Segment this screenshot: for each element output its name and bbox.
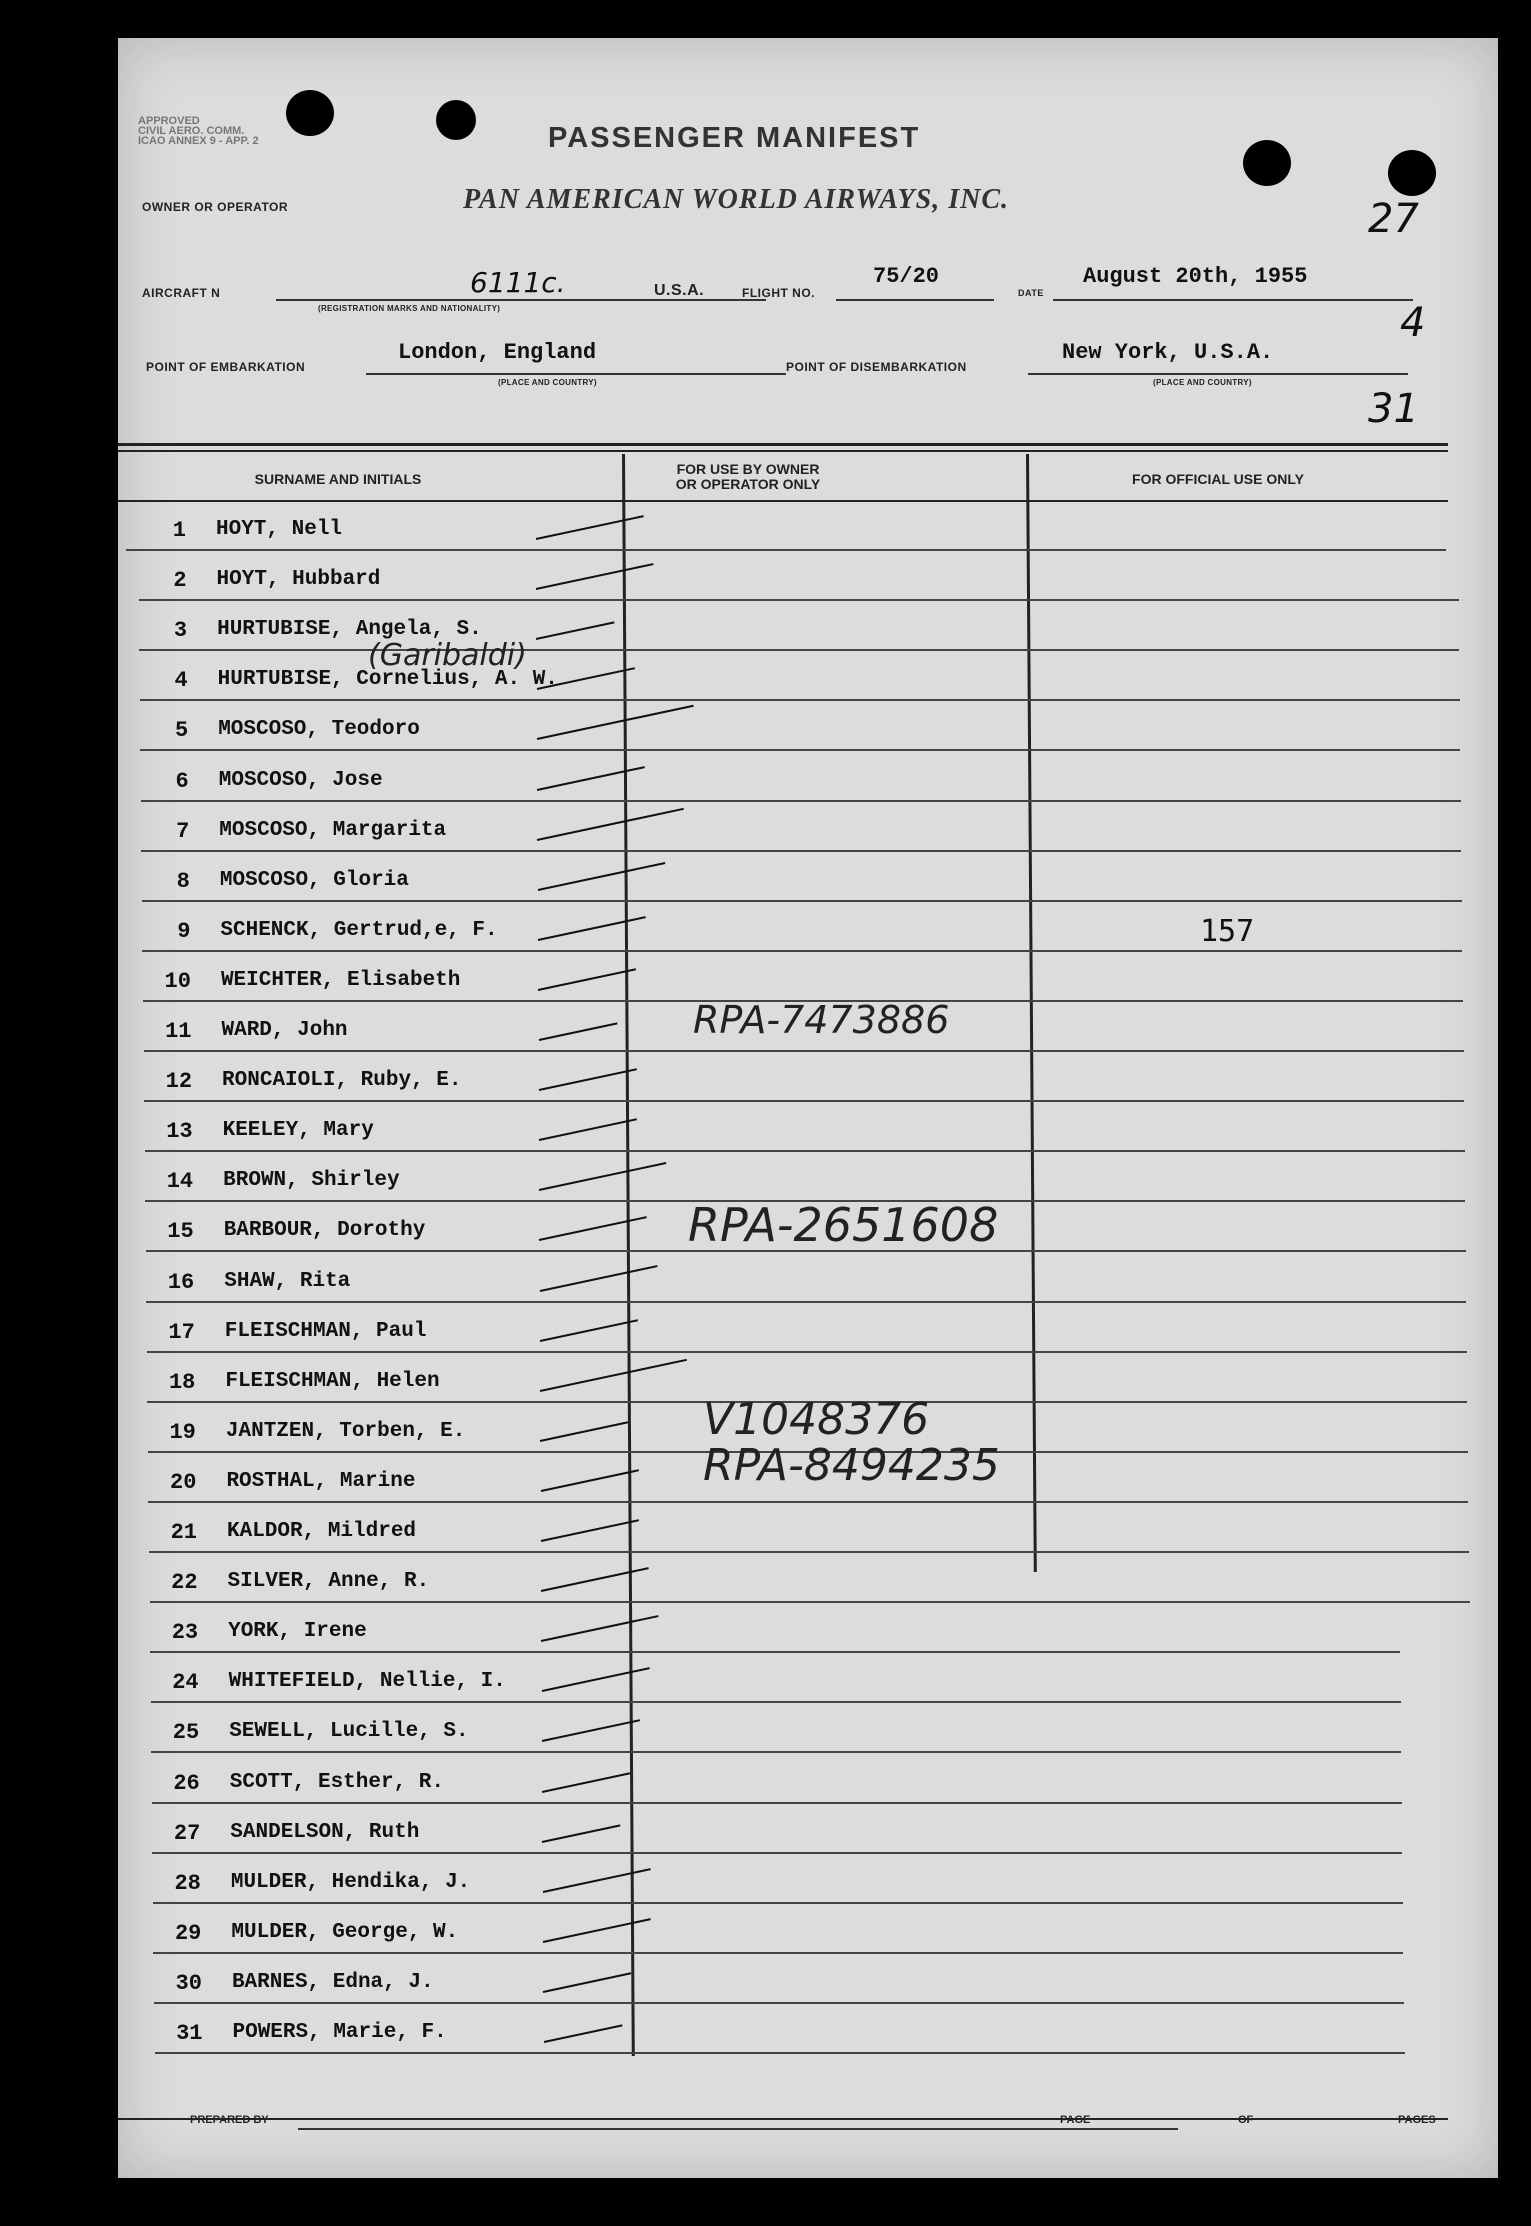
row-rule xyxy=(151,1751,1401,1753)
passenger-name: SCOTT, Esther, R. xyxy=(229,1770,444,1794)
passenger-number: 26 xyxy=(173,1770,200,1796)
row-rule xyxy=(142,950,1462,952)
check-mark xyxy=(538,862,666,891)
col-owner-header: FOR USE BY OWNER OR OPERATOR ONLY xyxy=(675,461,821,492)
embarkation-label: POINT OF EMBARKATION xyxy=(146,360,306,374)
row-rule xyxy=(154,2002,1404,2004)
passenger-name: MULDER, George, W. xyxy=(231,1920,459,1944)
list-item xyxy=(139,1660,1479,1710)
passenger-name: HOYT, Nell xyxy=(216,518,343,541)
row-rule xyxy=(153,1952,1403,1954)
check-mark xyxy=(536,515,644,540)
passenger-number: 16 xyxy=(167,1269,195,1295)
passenger-number: 13 xyxy=(166,1119,193,1145)
check-mark xyxy=(543,1972,631,1993)
aircraft-value: 6111c. xyxy=(470,266,566,299)
passenger-name: HURTUBISE, Cornelius, A. W. xyxy=(217,668,558,692)
punch-hole xyxy=(1388,150,1436,196)
handwritten-note: RPA-7473886 xyxy=(693,998,950,1042)
list-item xyxy=(128,708,1468,758)
place-note: (PLACE AND COUNTRY) xyxy=(1153,378,1252,387)
passenger-number: 27 xyxy=(173,1820,201,1846)
passenger-number: 5 xyxy=(174,718,189,744)
header-underline xyxy=(118,500,1448,502)
flight-label: FLIGHT NO. xyxy=(742,286,815,300)
check-mark xyxy=(542,1667,650,1692)
passenger-number: 17 xyxy=(168,1319,195,1345)
row-rule xyxy=(152,1852,1402,1854)
embarkation-underline xyxy=(366,373,786,375)
check-mark xyxy=(538,916,646,941)
check-mark xyxy=(536,563,654,590)
passenger-name: SEWELL, Lucille, S. xyxy=(229,1720,469,1744)
passenger-number: 29 xyxy=(174,1920,202,1946)
passenger-name: SILVER, Anne, R. xyxy=(227,1570,430,1594)
passenger-name: BARBOUR, Dorothy xyxy=(223,1219,426,1243)
passenger-number: 10 xyxy=(164,968,191,994)
row-rule xyxy=(126,549,1446,551)
list-item xyxy=(143,2011,1483,2061)
check-mark xyxy=(538,968,636,991)
date-label: DATE xyxy=(1018,288,1044,298)
disembarkation-label: POINT OF DISEMBARKATION xyxy=(786,360,967,374)
owner-label: OWNER OR OPERATOR xyxy=(142,200,289,214)
passenger-name: WHITEFIELD, Nellie, I. xyxy=(228,1670,506,1694)
passenger-number: 18 xyxy=(168,1369,196,1395)
passenger-number: 24 xyxy=(172,1670,199,1696)
list-item xyxy=(130,909,1470,959)
passenger-number: 22 xyxy=(171,1570,198,1596)
page-title: PASSENGER MANIFEST xyxy=(548,122,921,154)
handwritten-note: V1048376 xyxy=(703,1394,930,1445)
embarkation-value: London, England xyxy=(398,340,597,365)
official-number: 157 xyxy=(1200,914,1255,949)
passenger-name: KEELEY, Mary xyxy=(222,1119,374,1143)
passenger-name: BARNES, Edna, J. xyxy=(231,1970,434,1994)
punch-hole xyxy=(436,100,476,140)
passenger-name: MULDER, Hendika, J. xyxy=(230,1870,471,1894)
handwritten-note: RPA-2651608 xyxy=(688,1198,999,1252)
passenger-name: MOSCOSO, Gloria xyxy=(219,868,409,892)
list-item xyxy=(127,608,1467,658)
check-mark xyxy=(540,1359,687,1392)
row-rule xyxy=(141,800,1461,802)
registration-note: (REGISTRATION MARKS AND NATIONALITY) xyxy=(318,304,501,313)
check-mark xyxy=(540,1265,658,1292)
passenger-number: 31 xyxy=(176,2021,203,2046)
check-mark xyxy=(543,1918,651,1943)
check-mark xyxy=(541,1567,649,1592)
check-mark xyxy=(539,1118,637,1141)
passenger-number: 11 xyxy=(165,1019,192,1044)
passenger-number: 30 xyxy=(175,1970,202,1996)
passenger-name: SCHENCK, Gertrud,e, F. xyxy=(220,918,498,942)
flight-value: 75/20 xyxy=(873,264,940,289)
row-rule xyxy=(139,599,1459,601)
row-rule xyxy=(147,1351,1467,1353)
row-rule xyxy=(145,1150,1465,1152)
passenger-number: 12 xyxy=(165,1069,193,1095)
list-item xyxy=(140,1761,1480,1811)
row-rule xyxy=(150,1601,1470,1603)
punch-hole xyxy=(1243,140,1291,186)
list-item xyxy=(126,508,1466,558)
row-rule xyxy=(152,1802,1402,1804)
row-rule xyxy=(149,1551,1469,1553)
punch-hole xyxy=(286,90,334,136)
row-rule xyxy=(153,1902,1403,1904)
usa-label: U.S.A. xyxy=(654,282,705,299)
check-mark xyxy=(542,1772,630,1793)
list-item xyxy=(132,1059,1472,1109)
place-note: (PLACE AND COUNTRY) xyxy=(498,378,597,387)
check-mark xyxy=(542,1720,640,1743)
passenger-number: 14 xyxy=(166,1169,194,1195)
row-rule xyxy=(140,749,1460,751)
passenger-name: WARD, John xyxy=(221,1019,348,1042)
passenger-number: 20 xyxy=(170,1469,197,1495)
col-surname-header: SURNAME AND INITIALS xyxy=(254,471,422,487)
passenger-name: MOSCOSO, Jose xyxy=(218,768,383,792)
flight-underline xyxy=(836,299,994,301)
list-item xyxy=(139,1710,1479,1760)
list-item xyxy=(141,1911,1481,1961)
check-mark xyxy=(541,1469,639,1492)
passenger-name: RONCAIOLI, Ruby, E. xyxy=(222,1069,462,1093)
col-official-header: FOR OFFICIAL USE ONLY xyxy=(1132,471,1304,487)
row-rule xyxy=(144,1100,1464,1102)
passenger-number: 3 xyxy=(173,618,188,644)
disembarkation-underline xyxy=(1028,373,1408,375)
list-item xyxy=(135,1310,1475,1360)
margin-note: 4 xyxy=(1400,300,1426,346)
passenger-name: SANDELSON, Ruth xyxy=(230,1820,420,1844)
list-item xyxy=(141,1861,1481,1911)
row-rule xyxy=(142,900,1462,902)
passenger-number: 21 xyxy=(170,1520,197,1545)
list-item xyxy=(134,1260,1474,1310)
passenger-name: MOSCOSO, Teodoro xyxy=(218,718,420,742)
prepared-by-label: PREPARED BY xyxy=(190,2114,269,2126)
company-name: PAN AMERICAN WORLD AIRWAYS, INC. xyxy=(463,184,1010,215)
row-rule xyxy=(150,1651,1400,1653)
check-mark xyxy=(543,1868,651,1893)
check-mark xyxy=(539,1068,637,1091)
check-mark xyxy=(538,1022,617,1041)
of-label: OF xyxy=(1238,2114,1254,2126)
passenger-name: BROWN, Shirley xyxy=(223,1169,400,1193)
list-item xyxy=(140,1811,1480,1861)
check-mark xyxy=(537,807,684,840)
passenger-number: 28 xyxy=(174,1870,201,1896)
passenger-name: FLEISCHMAN, Paul xyxy=(224,1319,427,1343)
passenger-name: ROSTHAL, Marine xyxy=(226,1469,416,1493)
margin-note: 27 xyxy=(1368,196,1419,242)
list-item xyxy=(138,1610,1478,1660)
check-mark xyxy=(541,1615,659,1642)
list-item xyxy=(138,1560,1478,1610)
prepared-by-underline xyxy=(298,2128,1178,2130)
list-item xyxy=(133,1109,1473,1159)
passenger-name: JANTZEN, Torben, E. xyxy=(225,1419,466,1443)
check-mark xyxy=(540,1421,628,1442)
list-item xyxy=(129,759,1469,809)
row-rule xyxy=(141,850,1461,852)
list-item xyxy=(130,859,1470,909)
row-rule xyxy=(139,649,1459,651)
check-mark xyxy=(543,2024,622,2043)
passenger-name: SHAW, Rita xyxy=(224,1269,351,1293)
passenger-number: 6 xyxy=(175,768,189,794)
passenger-number: 25 xyxy=(172,1720,200,1746)
passenger-name: KALDOR, Mildred xyxy=(227,1520,417,1543)
passenger-number: 1 xyxy=(172,518,186,543)
list-item xyxy=(129,809,1469,859)
passenger-number: 8 xyxy=(176,868,190,894)
passenger-name: FLEISCHMAN, Helen xyxy=(225,1369,440,1393)
row-rule xyxy=(146,1301,1466,1303)
passenger-name: YORK, Irene xyxy=(228,1620,367,1644)
passenger-number: 7 xyxy=(176,818,190,844)
row-rule xyxy=(140,699,1460,701)
passenger-name: HURTUBISE, Angela, S. xyxy=(217,618,482,642)
header-rule xyxy=(118,450,1448,452)
check-mark xyxy=(537,766,645,791)
check-mark xyxy=(537,705,694,740)
row-rule xyxy=(155,2052,1405,2054)
passenger-number: 23 xyxy=(171,1620,199,1646)
passenger-name: POWERS, Marie, F. xyxy=(232,2021,447,2044)
passenger-name: MOSCOSO, Margarita xyxy=(219,818,447,842)
check-mark xyxy=(539,1162,667,1191)
check-mark xyxy=(540,1319,638,1342)
row-rule xyxy=(148,1501,1468,1503)
handwritten-note: (Garibaldi) xyxy=(368,638,527,673)
passenger-name: HOYT, Hubbard xyxy=(216,568,381,592)
margin-note: 31 xyxy=(1368,386,1419,432)
passenger-number: 4 xyxy=(174,668,188,694)
row-rule xyxy=(151,1701,1401,1703)
page-label: PAGE xyxy=(1060,2114,1091,2126)
date-value: August 20th, 1955 xyxy=(1083,264,1308,289)
list-item xyxy=(137,1510,1477,1560)
row-rule xyxy=(144,1050,1464,1052)
check-mark xyxy=(541,1519,639,1542)
date-underline xyxy=(1053,299,1413,301)
aircraft-label: AIRCRAFT N xyxy=(142,286,221,300)
check-mark xyxy=(536,622,615,641)
header-rule xyxy=(118,443,1448,446)
approval-stamp: APPROVED CIVIL AERO. COMM. ICAO ANNEX 9 - APP. 2 xyxy=(138,115,259,147)
handwritten-note: RPA-8494235 xyxy=(703,1440,1000,1491)
passenger-name: WEICHTER, Elisabeth xyxy=(220,968,461,992)
passenger-number: 19 xyxy=(169,1419,196,1445)
check-mark xyxy=(539,1217,647,1242)
list-item xyxy=(142,1961,1482,2011)
manifest-sheet xyxy=(118,38,1498,2178)
passenger-number: 2 xyxy=(173,568,187,594)
pages-label: PAGES xyxy=(1398,2114,1436,2126)
disembarkation-value: New York, U.S.A. xyxy=(1062,340,1274,365)
passenger-number: 15 xyxy=(167,1219,194,1245)
list-item xyxy=(128,658,1468,708)
check-mark xyxy=(542,1824,621,1843)
list-item xyxy=(127,558,1467,608)
passenger-number: 9 xyxy=(177,918,191,944)
